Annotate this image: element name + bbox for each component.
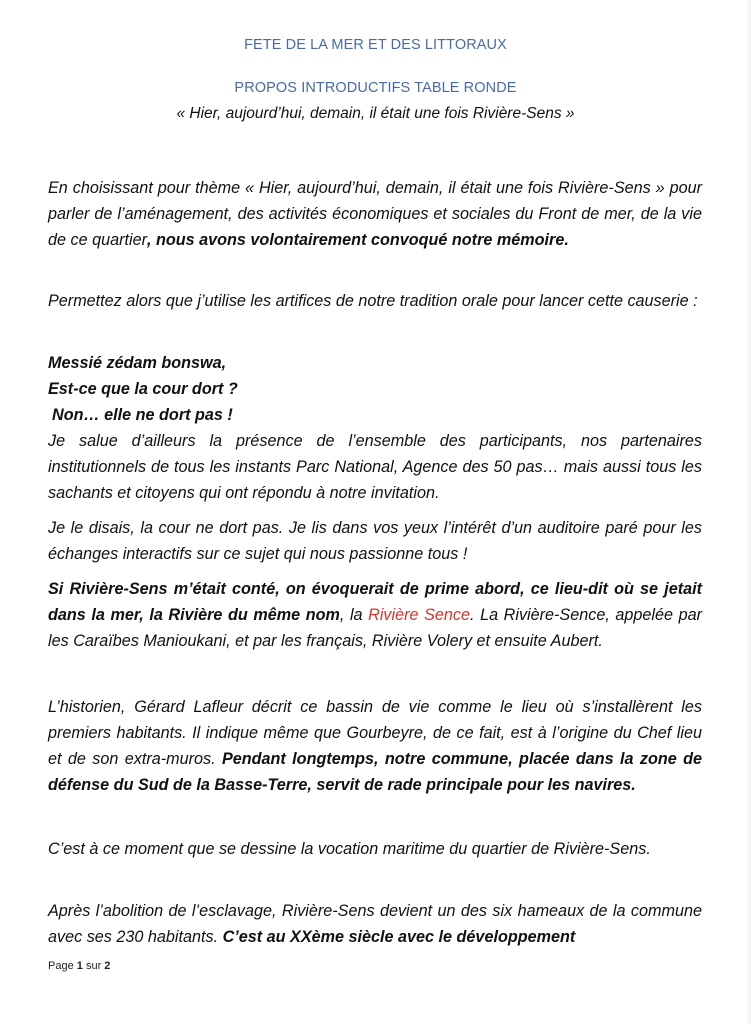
paragraph-1-bold: , nous avons volontairement convoqué notre mémoire. [146, 231, 569, 249]
paragraph-6-bold: Pendant longtemps, notre commune, placée dans la zone de défense du Sud de la Basse-Terre, servit de rade principale pour les navires. [48, 750, 702, 794]
page-total: 2 [104, 960, 111, 972]
greeting-line-1: Messié zédam bonswa, [48, 354, 227, 372]
paragraph-6-text: L’historien, Gérard Lafleur décrit ce bassin de vie comme le lieu où s’installèrent les premiers habitants. Il indique même que Gourbeyre, de ce fait, est à l’origine du Chef lieu et de son extra-muros. [48, 698, 702, 768]
paragraph-8 [48, 898, 702, 950]
document-subtitle: « Hier, aujourd’hui, demain, il était une fois Rivière-Sens » [176, 105, 575, 122]
paragraph-8-bold: C’est au XXème siècle avec le développement [222, 928, 576, 946]
paragraph-5-mid: , la [339, 606, 369, 624]
paragraph-3 [48, 350, 702, 506]
paragraph-2: Permettez alors que j’utilise les artifices de notre tradition orale pour lancer cette causerie : [48, 292, 698, 310]
page-footer [48, 960, 110, 972]
page-edge-shadow [745, 0, 751, 1024]
paragraph-3-text: Je salue d’ailleurs la présence de l’ensemble des participants, nos partenaires institutionnels de tous les instants Parc National, Agence des 50 pas… mais aussi tous les sachants et citoyens qui ont répondu à notre invitation. [48, 432, 702, 502]
document-title: FETE DE LA MER ET DES LITTORAUX [244, 37, 507, 53]
document-section-title: PROPOS INTRODUCTIFS TABLE RONDE [234, 80, 517, 96]
paragraph-5 [48, 576, 702, 654]
greeting-line-2: Est-ce que la cour dort ? [48, 380, 238, 398]
paragraph-1-text: En choisissant pour thème « Hier, aujourd’hui, demain, il était une fois Rivière-Sens » pour parler de l’aménagement, des activités économiques et sociales du Front de mer, de la vie de ce quartier [48, 179, 702, 249]
paragraph-1 [48, 175, 702, 253]
paragraph-5-bold: Si Rivière-Sens m’était conté, on évoquerait de prime abord, ce lieu-dit où se jetait dans la mer, la Rivière du même nom [48, 580, 702, 624]
riviere-sence-highlight: Rivière Sence [368, 606, 470, 624]
page-word: Page [48, 960, 74, 972]
paragraph-6 [48, 694, 702, 798]
page-number: 1 [76, 960, 83, 972]
greeting-line-3: Non… elle ne dort pas ! [52, 406, 233, 424]
paragraph-4: Je le disais, la cour ne dort pas. Je lis dans vos yeux l’intérêt d’un auditoire paré pour les échanges interactifs sur ce sujet qui nous passionne tous ! [48, 519, 702, 563]
paragraph-8-text: Après l’abolition de l’esclavage, Rivière-Sens devient un des six hameaux de la commune avec ses 230 habitants. [48, 902, 702, 946]
of-word: sur [85, 960, 102, 972]
paragraph-5-text: . La Rivière-Sence, appelée par les Caraïbes Manioukani, et par les français, Rivière Volery et ensuite Aubert. [48, 606, 702, 650]
paragraph-7: C’est à ce moment que se dessine la vocation maritime du quartier de Rivière-Sens. [48, 840, 651, 858]
